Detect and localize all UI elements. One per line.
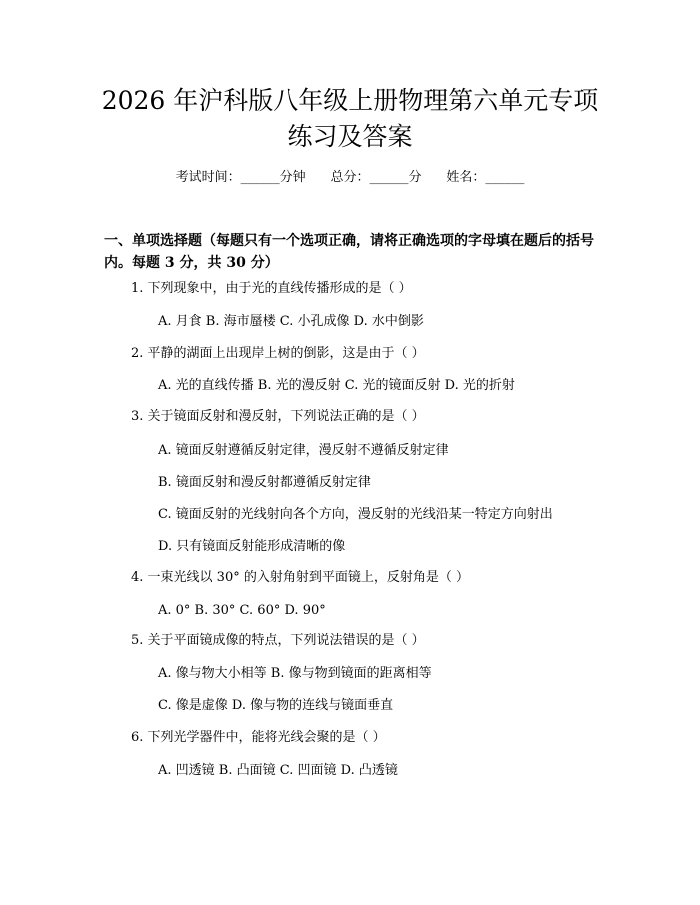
question-options: A. 0° B. 30° C. 60° D. 90° xyxy=(158,603,326,618)
question-options: A. 凹透镜 B. 凸面镜 C. 凹面镜 D. 凸透镜 xyxy=(158,763,398,778)
name-label: 姓名： xyxy=(446,170,486,185)
section-heading-line-1: 一、单项选择题（每题只有一个选项正确，请将正确选项的字母填在题后的括号 xyxy=(104,233,594,249)
question-option: B. 镜面反射和漫反射都遵循反射定律 xyxy=(158,475,371,490)
time-label: 考试时间： xyxy=(175,170,241,185)
document-title-line-2: 练习及答案 xyxy=(287,122,413,151)
question-stem: 1. 下列现象中，由于光的直线传播形成的是（ ） xyxy=(131,281,412,296)
question-stem: 3. 关于镜面反射和漫反射，下列说法正确的是（ ） xyxy=(131,409,425,424)
document-title-line-1: 2026 年沪科版八年级上册物理第六单元专项 xyxy=(101,86,599,115)
question-option: C. 镜面反射的光线射向各个方向，漫反射的光线沿某一特定方向射出 xyxy=(158,507,553,522)
question-option: A. 像与物大小相等 B. 像与物到镜面的距离相等 xyxy=(158,666,432,681)
question-stem: 5. 关于平面镜成像的特点，下列说法错误的是（ ） xyxy=(131,633,425,648)
score-blank: ______ xyxy=(369,170,409,185)
question-stem: 4. 一束光线以 30° 的入射角射到平面镜上，反射角是（ ） xyxy=(131,570,469,585)
section-heading-line-2: 内。每题 3 分，共 30 分） xyxy=(104,255,279,271)
score-label: 总分： xyxy=(330,170,370,185)
time-unit: 分钟 xyxy=(279,170,306,185)
question-stem: 6. 下列光学器件中，能将光线会聚的是（ ） xyxy=(131,730,386,745)
exam-info-bar xyxy=(0,168,700,188)
score-unit: 分 xyxy=(408,170,422,185)
question-option: A. 镜面反射遵循反射定律，漫反射不遵循反射定律 xyxy=(158,443,449,458)
question-option: D. 只有镜面反射能形成清晰的像 xyxy=(158,539,346,554)
question-options: A. 月食 B. 海市蜃楼 C. 小孔成像 D. 水中倒影 xyxy=(158,314,424,329)
time-blank: ______ xyxy=(240,170,280,185)
question-options: A. 光的直线传播 B. 光的漫反射 C. 光的镜面反射 D. 光的折射 xyxy=(158,378,515,393)
name-blank: ______ xyxy=(485,170,525,185)
question-stem: 2. 平静的湖面上出现岸上树的倒影，这是由于（ ） xyxy=(131,346,425,361)
question-option: C. 像是虚像 D. 像与物的连线与镜面垂直 xyxy=(158,698,394,713)
